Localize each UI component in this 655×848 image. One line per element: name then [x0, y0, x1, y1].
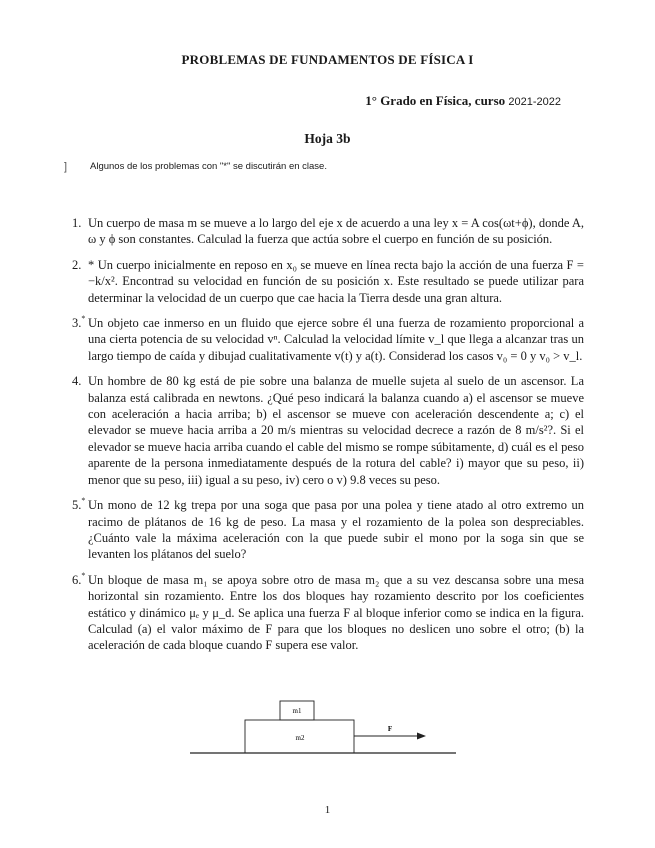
force-arrow-head: [417, 733, 426, 740]
problem-item: [72, 215, 584, 248]
page-number: 1: [324, 804, 331, 816]
problem-text: Un objeto cae inmerso en un fluido que ejerce sobre él una fuerza de rozamiento proporcional a una cierta potencia de su velocidad vⁿ. Calculad la velocidad límite v_l que llega a alcanzar tras un largo tiempo de caída y dibujad cualitativamente v(t) y a(t). Considerad los casos v₀ = 0 y v₀ > v_l.: [88, 316, 584, 363]
problem-text: Un mono de 12 kg trepa por una soga que pasa por una polea y tiene atado al otro extremo un racimo de plátanos de 16 kg de peso. La masa y el rozamiento de la polea son despreciables. ¿Cuánto vale la máxima aceleración con la que puede subir el mono por la soga sin que se levanten los plátanos del suelo?: [88, 498, 584, 562]
force-label: F: [387, 725, 393, 733]
problem-number: 4.: [72, 374, 82, 389]
course-line: [365, 93, 561, 109]
problem-item: [72, 497, 584, 563]
blocks-figure: [190, 697, 460, 759]
problem-list: [72, 215, 584, 663]
document-title: PROBLEMAS DE FUNDAMENTOS DE FÍSICA I: [181, 52, 474, 67]
problem-item: [72, 572, 584, 654]
block-m1-label: m1: [292, 707, 302, 715]
course-year: 2021-2022: [508, 96, 561, 108]
problem-number: 2.: [72, 257, 82, 272]
problem-number: 6.*: [72, 570, 86, 587]
problem-text: Un bloque de masa m₁ se apoya sobre otro de masa m₂ que a su vez descansa sobre una mesa horizontal sin rozamiento. Entre los dos bloques hay rozamiento descrito por los coeficientes estático y dinámico μₑ y μ_d. Se aplica una fuerza F al bloque inferior como se indica en la figura. Calculad (a) el valor máximo de F para que los bloques no deslicen uno sobre el otro; (b) la aceleración de cada bloque cuando F supera ese valor.: [88, 572, 584, 653]
discussion-note: Algunos de los problemas con "*" se discutirán en clase.: [90, 161, 327, 172]
problem-number: 3.*: [72, 314, 86, 331]
problem-text: Un cuerpo de masa m se mueve a lo largo del eje x de acuerdo a una ley x = A cos(ωt+ϕ), donde A, ω y ϕ son constantes. Calculad la fuerza que actúa sobre el cuerpo en función de su posición.: [88, 216, 584, 247]
problem-item: [72, 257, 584, 306]
course-label: 1° Grado en Física, curso: [365, 93, 506, 108]
problem-text: * Un cuerpo inicialmente en reposo en x₀ se mueve en línea recta bajo la acción de una fuerza F = −k/x². Encontrad su velocidad en función de su posición x. Este resultado se puede utilizar para determinar la velocidad de un cuerpo que cae hacia la Tierra desde una gran altura.: [88, 257, 584, 305]
problem-item: [72, 373, 584, 488]
problem-item: [72, 315, 584, 364]
problem-number: 1.: [72, 216, 82, 231]
problem-text: Un hombre de 80 kg está de pie sobre una balanza de muelle sujeta al suelo de un ascensor. La balanza está calibrada en newtons. ¿Qué peso indicará la balanza cuando a) el ascensor se mueve con aceleración a hacia arriba; b) el ascensor se mueve con aceleración descendente a; c) el elevador se mueve hacia arriba a 20 m/s mientras su velocidad decrece a razón de 8 m/s²?. Si el elevador se mueve hacia arriba cuando el cable del mismo se rompe súbitamente, d) cuál es el peso aparente de la persona inmediatamente después de la rotura del cable? i) mayor que su peso, ii) menor que su peso, iii) igual a su peso, iv) cero o v) 9.8 veces su peso.: [88, 374, 584, 487]
note-bracket: ]: [64, 161, 68, 173]
sheet-title: Hoja 3b: [304, 131, 351, 146]
problem-number: 5.*: [72, 496, 86, 513]
block-m2-label: m2: [295, 734, 305, 742]
